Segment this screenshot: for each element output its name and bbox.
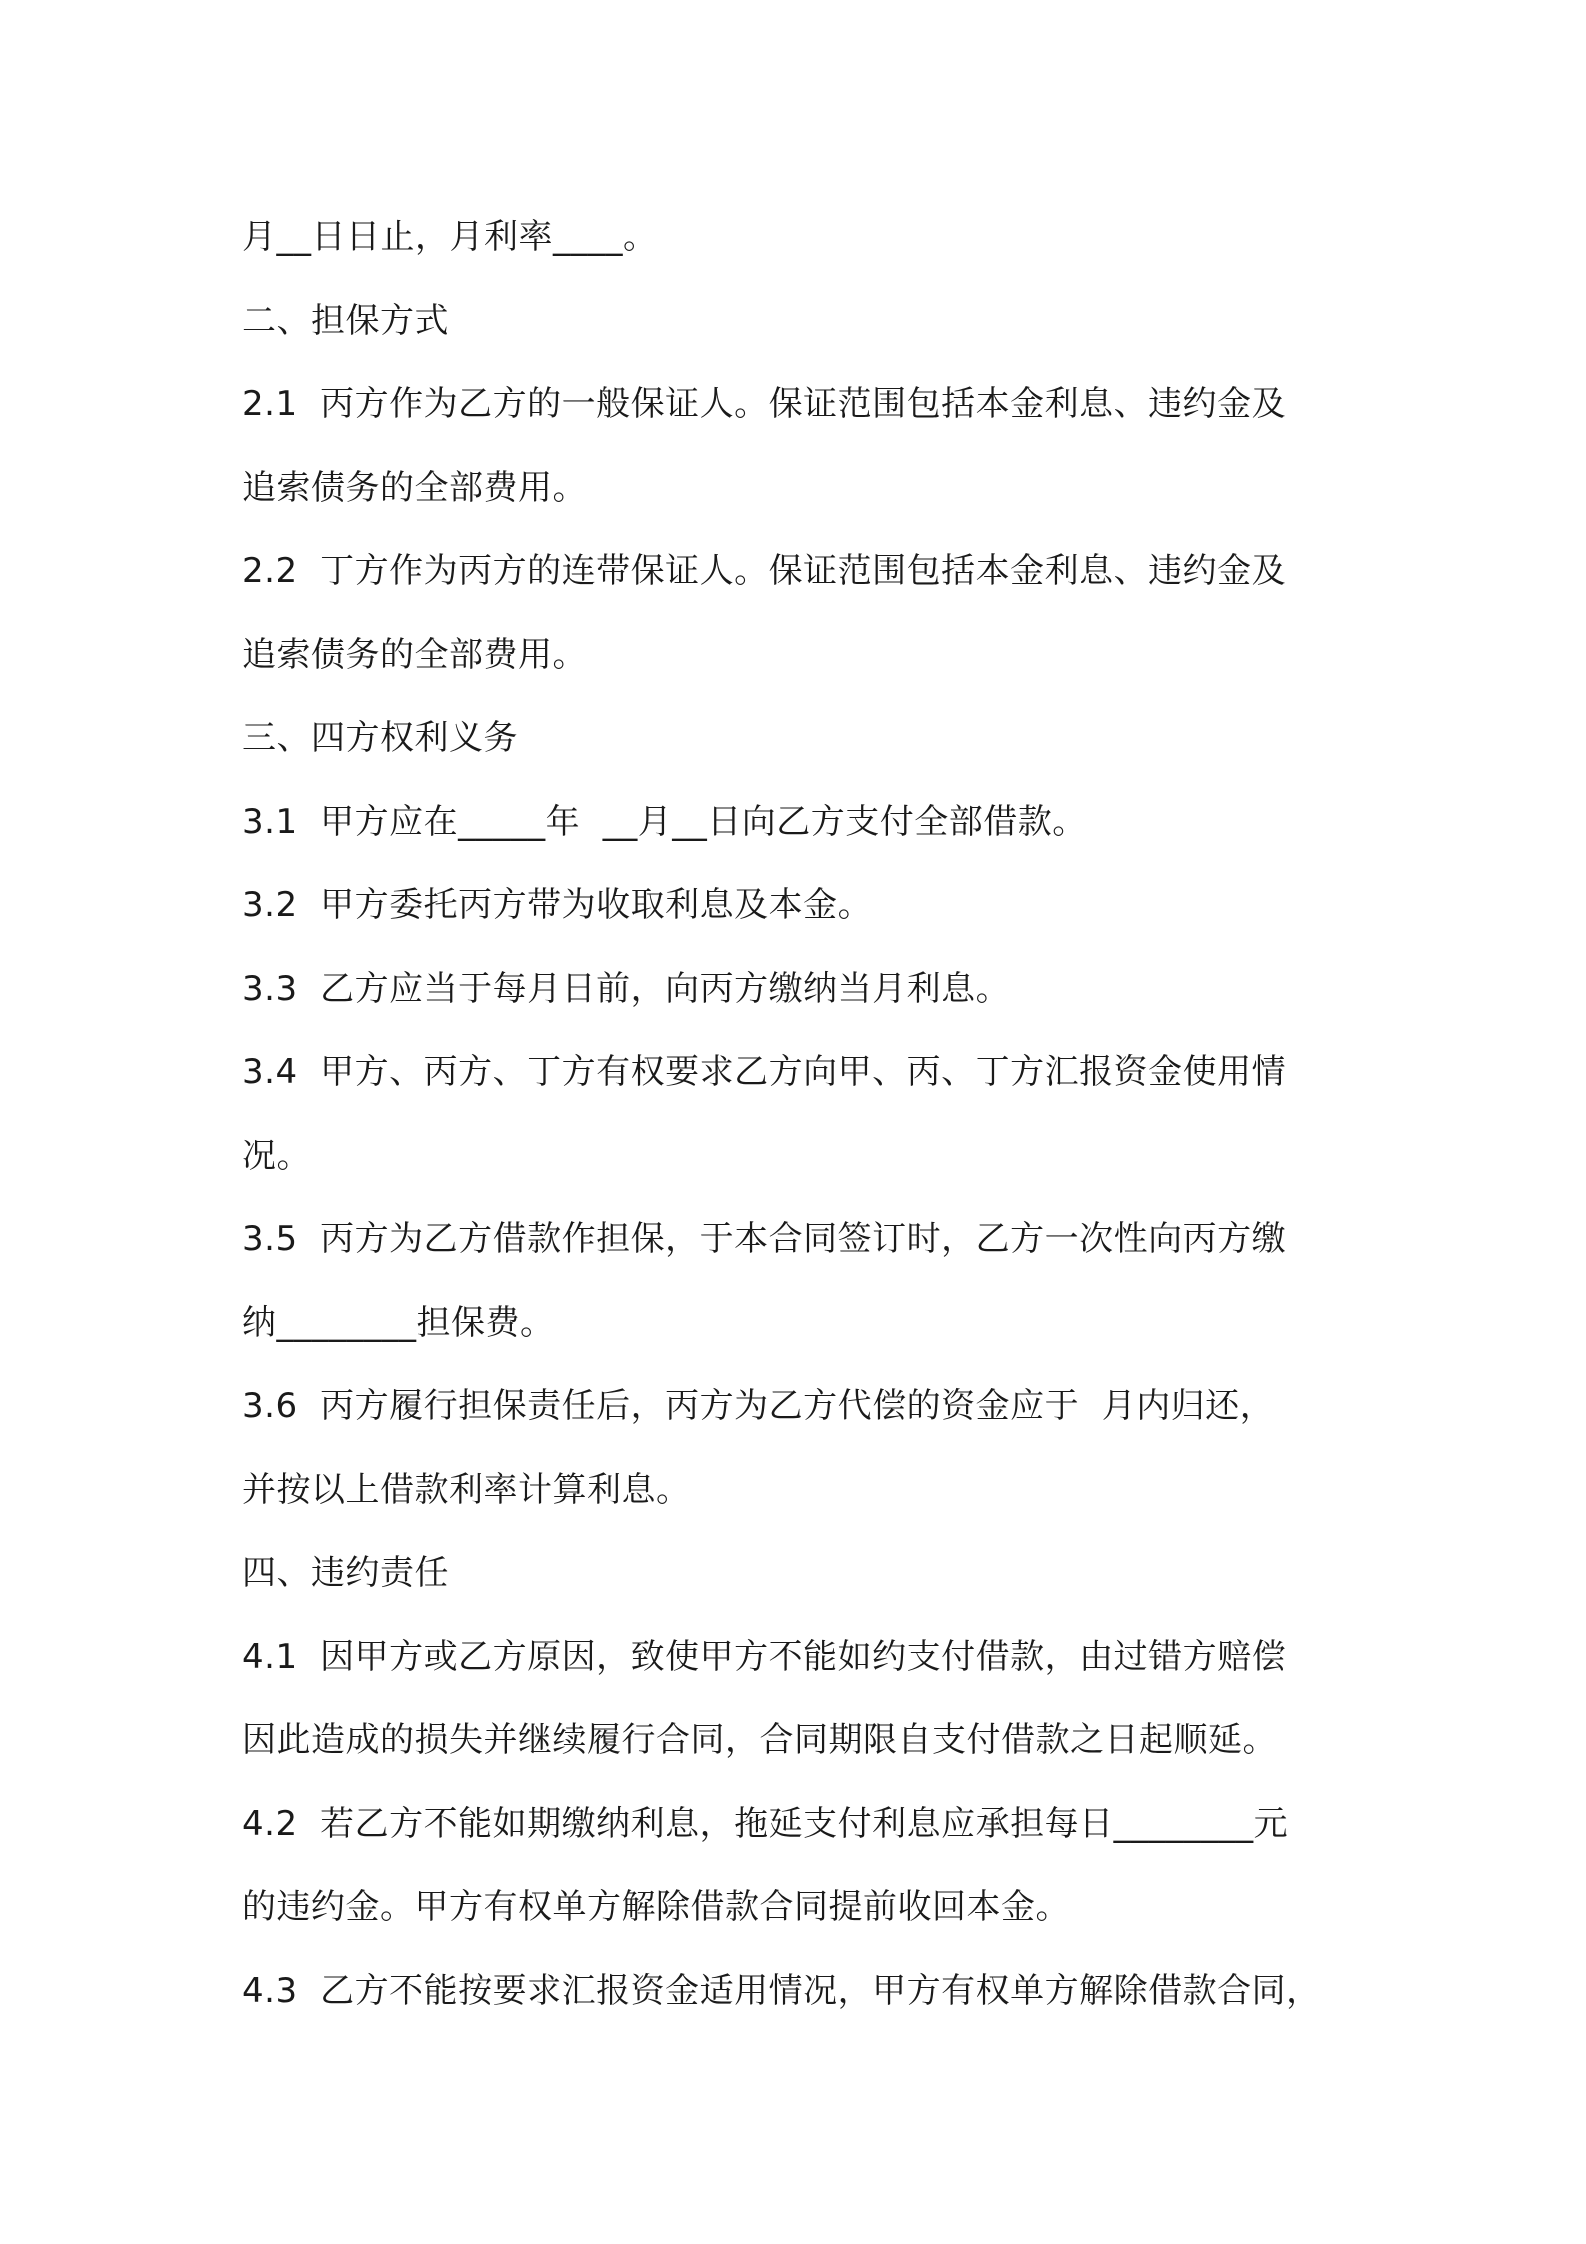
section-heading-guarantee-method: 二、担保方式: [242, 300, 449, 341]
text-line: 的违约金。甲方有权单方解除借款合同提前收回本金。: [242, 1887, 1070, 1927]
text-line: 纳________担保费。: [242, 1302, 555, 1343]
section-heading-liability: 四、违约责任: [242, 1553, 449, 1593]
clause-3-6: 3.6 丙方履行担保责任后，丙方为乙方代偿的资金应于 月内归还，: [242, 1386, 1275, 1426]
text-line: 月__日日止，月利率____。: [242, 217, 658, 257]
text-line: 追索债务的全部费用。: [242, 467, 587, 508]
text-line: 追索债务的全部费用。: [242, 634, 587, 675]
document-body: [242, 196, 1362, 2033]
clause-4-3: 4.3 乙方不能按要求汇报资金适用情况，甲方有权单方解除借款合同，: [242, 1970, 1321, 2011]
text-line: 并按以上借款利率计算利息。: [242, 1469, 691, 1510]
text-line: 况。: [242, 1135, 311, 1176]
text-line: 因此造成的损失并继续履行合同，合同期限自支付借款之日起顺延。: [242, 1720, 1277, 1760]
clause-3-3: 3.3 乙方应当于每月日前，向丙方缴纳当月利息。: [242, 968, 1011, 1009]
clause-3-2: 3.2 甲方委托丙方带为收取利息及本金。: [242, 885, 873, 925]
section-heading-rights-obligations: 三、四方权利义务: [242, 718, 518, 758]
clause-2-2: 2.2 丁方作为丙方的连带保证人。保证范围包括本金利息、违约金及: [242, 551, 1287, 591]
clause-3-1: 3.1 甲方应在_____年 __月__日向乙方支付全部借款。: [242, 801, 1087, 842]
clause-3-5: 3.5 丙方为乙方借款作担保，于本合同签订时，乙方一次性向丙方缴: [242, 1219, 1287, 1259]
clause-3-4: 3.4 甲方、丙方、丁方有权要求乙方向甲、丙、丁方汇报资金使用情: [242, 1052, 1287, 1092]
clause-4-1: 4.1 因甲方或乙方原因，致使甲方不能如约支付借款，由过错方赔偿: [242, 1636, 1287, 1677]
clause-2-1: 2.1 丙方作为乙方的一般保证人。保证范围包括本金利息、违约金及: [242, 384, 1287, 424]
clause-4-2: 4.2 若乙方不能如期缴纳利息，拖延支付利息应承担每日________元: [242, 1803, 1289, 1844]
